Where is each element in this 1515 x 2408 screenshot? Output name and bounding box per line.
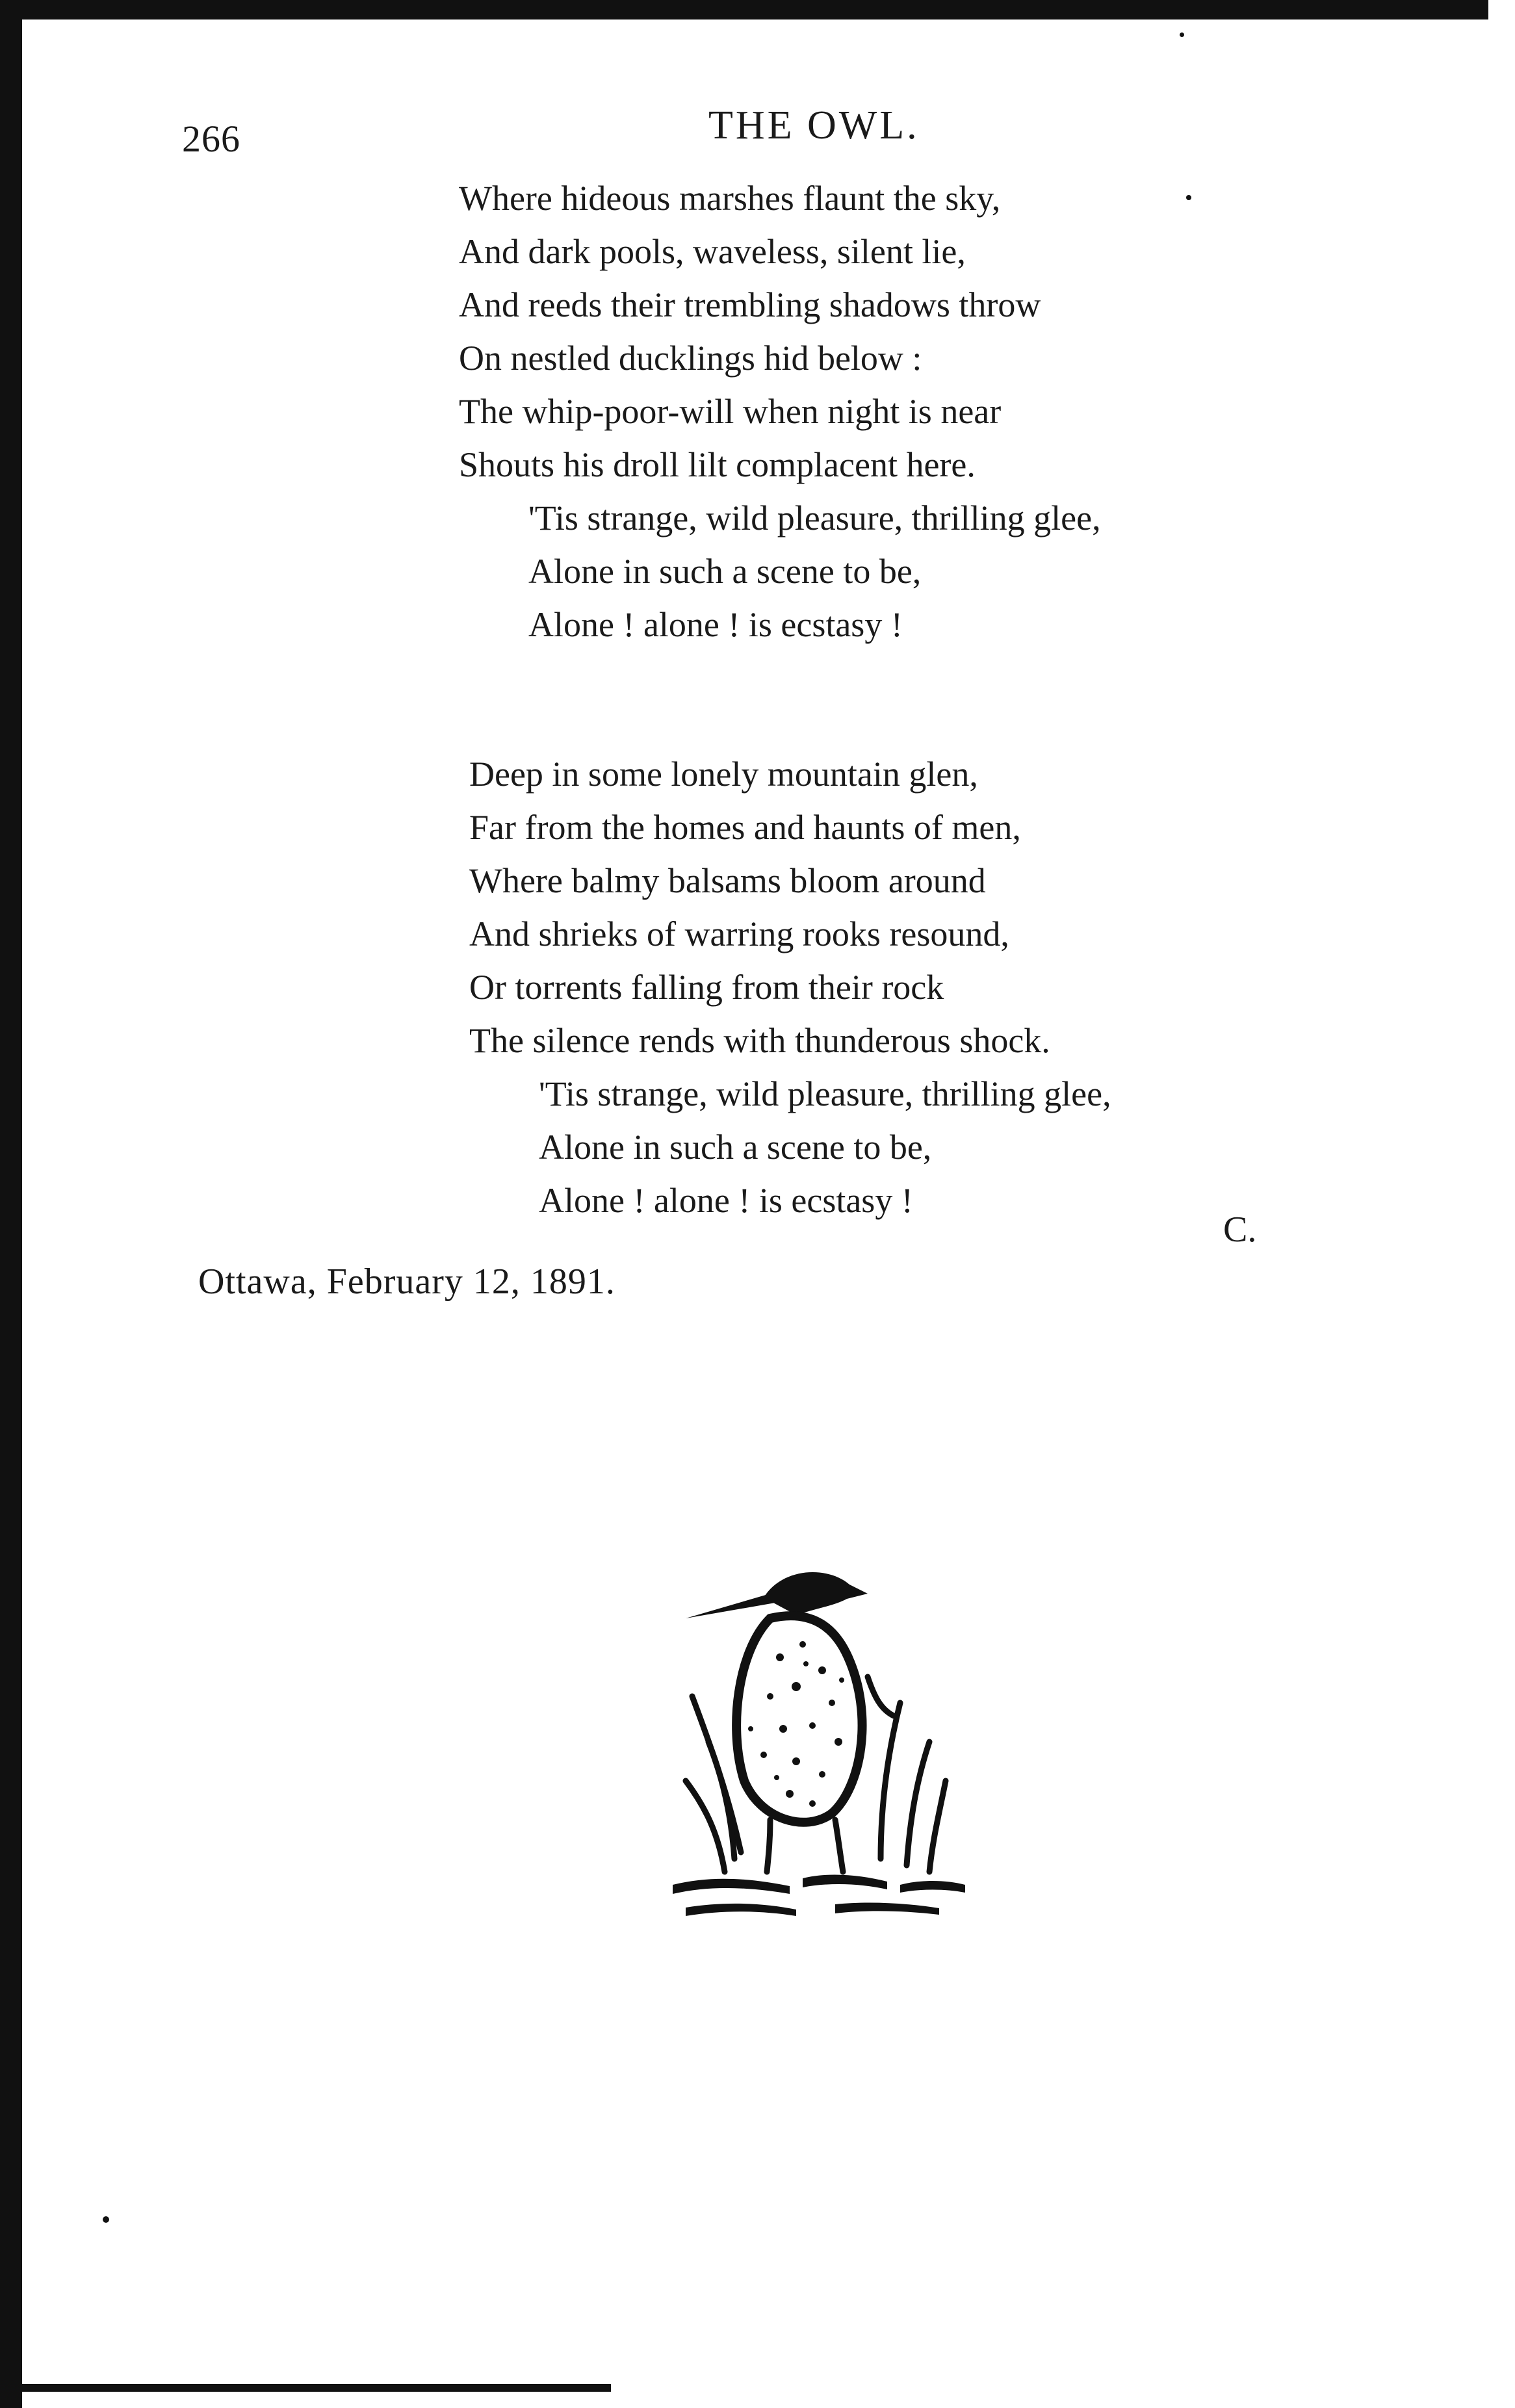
poem-line: Far from the homes and haunts of men, — [469, 808, 1021, 847]
poem-line: And dark pools, waveless, silent lie, — [459, 232, 966, 271]
poem-line: Where balmy balsams bloom around — [469, 861, 986, 900]
scan-speck — [1186, 195, 1191, 200]
refrain-line: Alone in such a scene to be, — [539, 1128, 932, 1167]
page-number: 266 — [182, 118, 240, 160]
running-head: THE OWL. — [708, 103, 920, 148]
poem-line: Where hideous marshes flaunt the sky, — [459, 179, 1001, 218]
refrain-line: Alone in such a scene to be, — [528, 552, 922, 591]
author-signature: C. — [1223, 1210, 1257, 1250]
poem-line: Deep in some lonely mountain glen, — [469, 755, 978, 794]
left-scan-edge — [0, 0, 22, 2408]
poem-line: The silence rends with thunderous shock. — [469, 1021, 1050, 1060]
poem-line: And reeds their trembling shadows throw — [459, 285, 1041, 324]
poem-line: Or torrents falling from their rock — [469, 968, 944, 1007]
refrain-line: 'Tis strange, wild pleasure, thrilling glee, — [539, 1074, 1111, 1113]
bottom-border-rule — [0, 2384, 611, 2392]
poem-line: The whip-poor-will when night is near — [459, 392, 1002, 431]
refrain-line: Alone ! alone ! is ecstasy ! — [539, 1181, 913, 1220]
dateline: Ottawa, February 12, 1891. — [198, 1262, 615, 1302]
poem-line: And shrieks of warring rooks resound, — [469, 914, 1009, 953]
top-border-rule — [0, 0, 1488, 19]
stanza-1 — [459, 172, 1101, 651]
stanza-2 — [469, 747, 1111, 1227]
poem-line: On nestled ducklings hid below : — [459, 339, 922, 378]
refrain-line: 'Tis strange, wild pleasure, thrilling glee, — [528, 498, 1101, 537]
poem-line: Shouts his droll lilt complacent here. — [459, 445, 976, 484]
scan-speck — [103, 2216, 109, 2223]
scan-speck — [1180, 32, 1184, 37]
refrain-line: Alone ! alone ! is ecstasy ! — [528, 605, 903, 644]
heron-in-reeds-icon — [673, 1547, 972, 1924]
